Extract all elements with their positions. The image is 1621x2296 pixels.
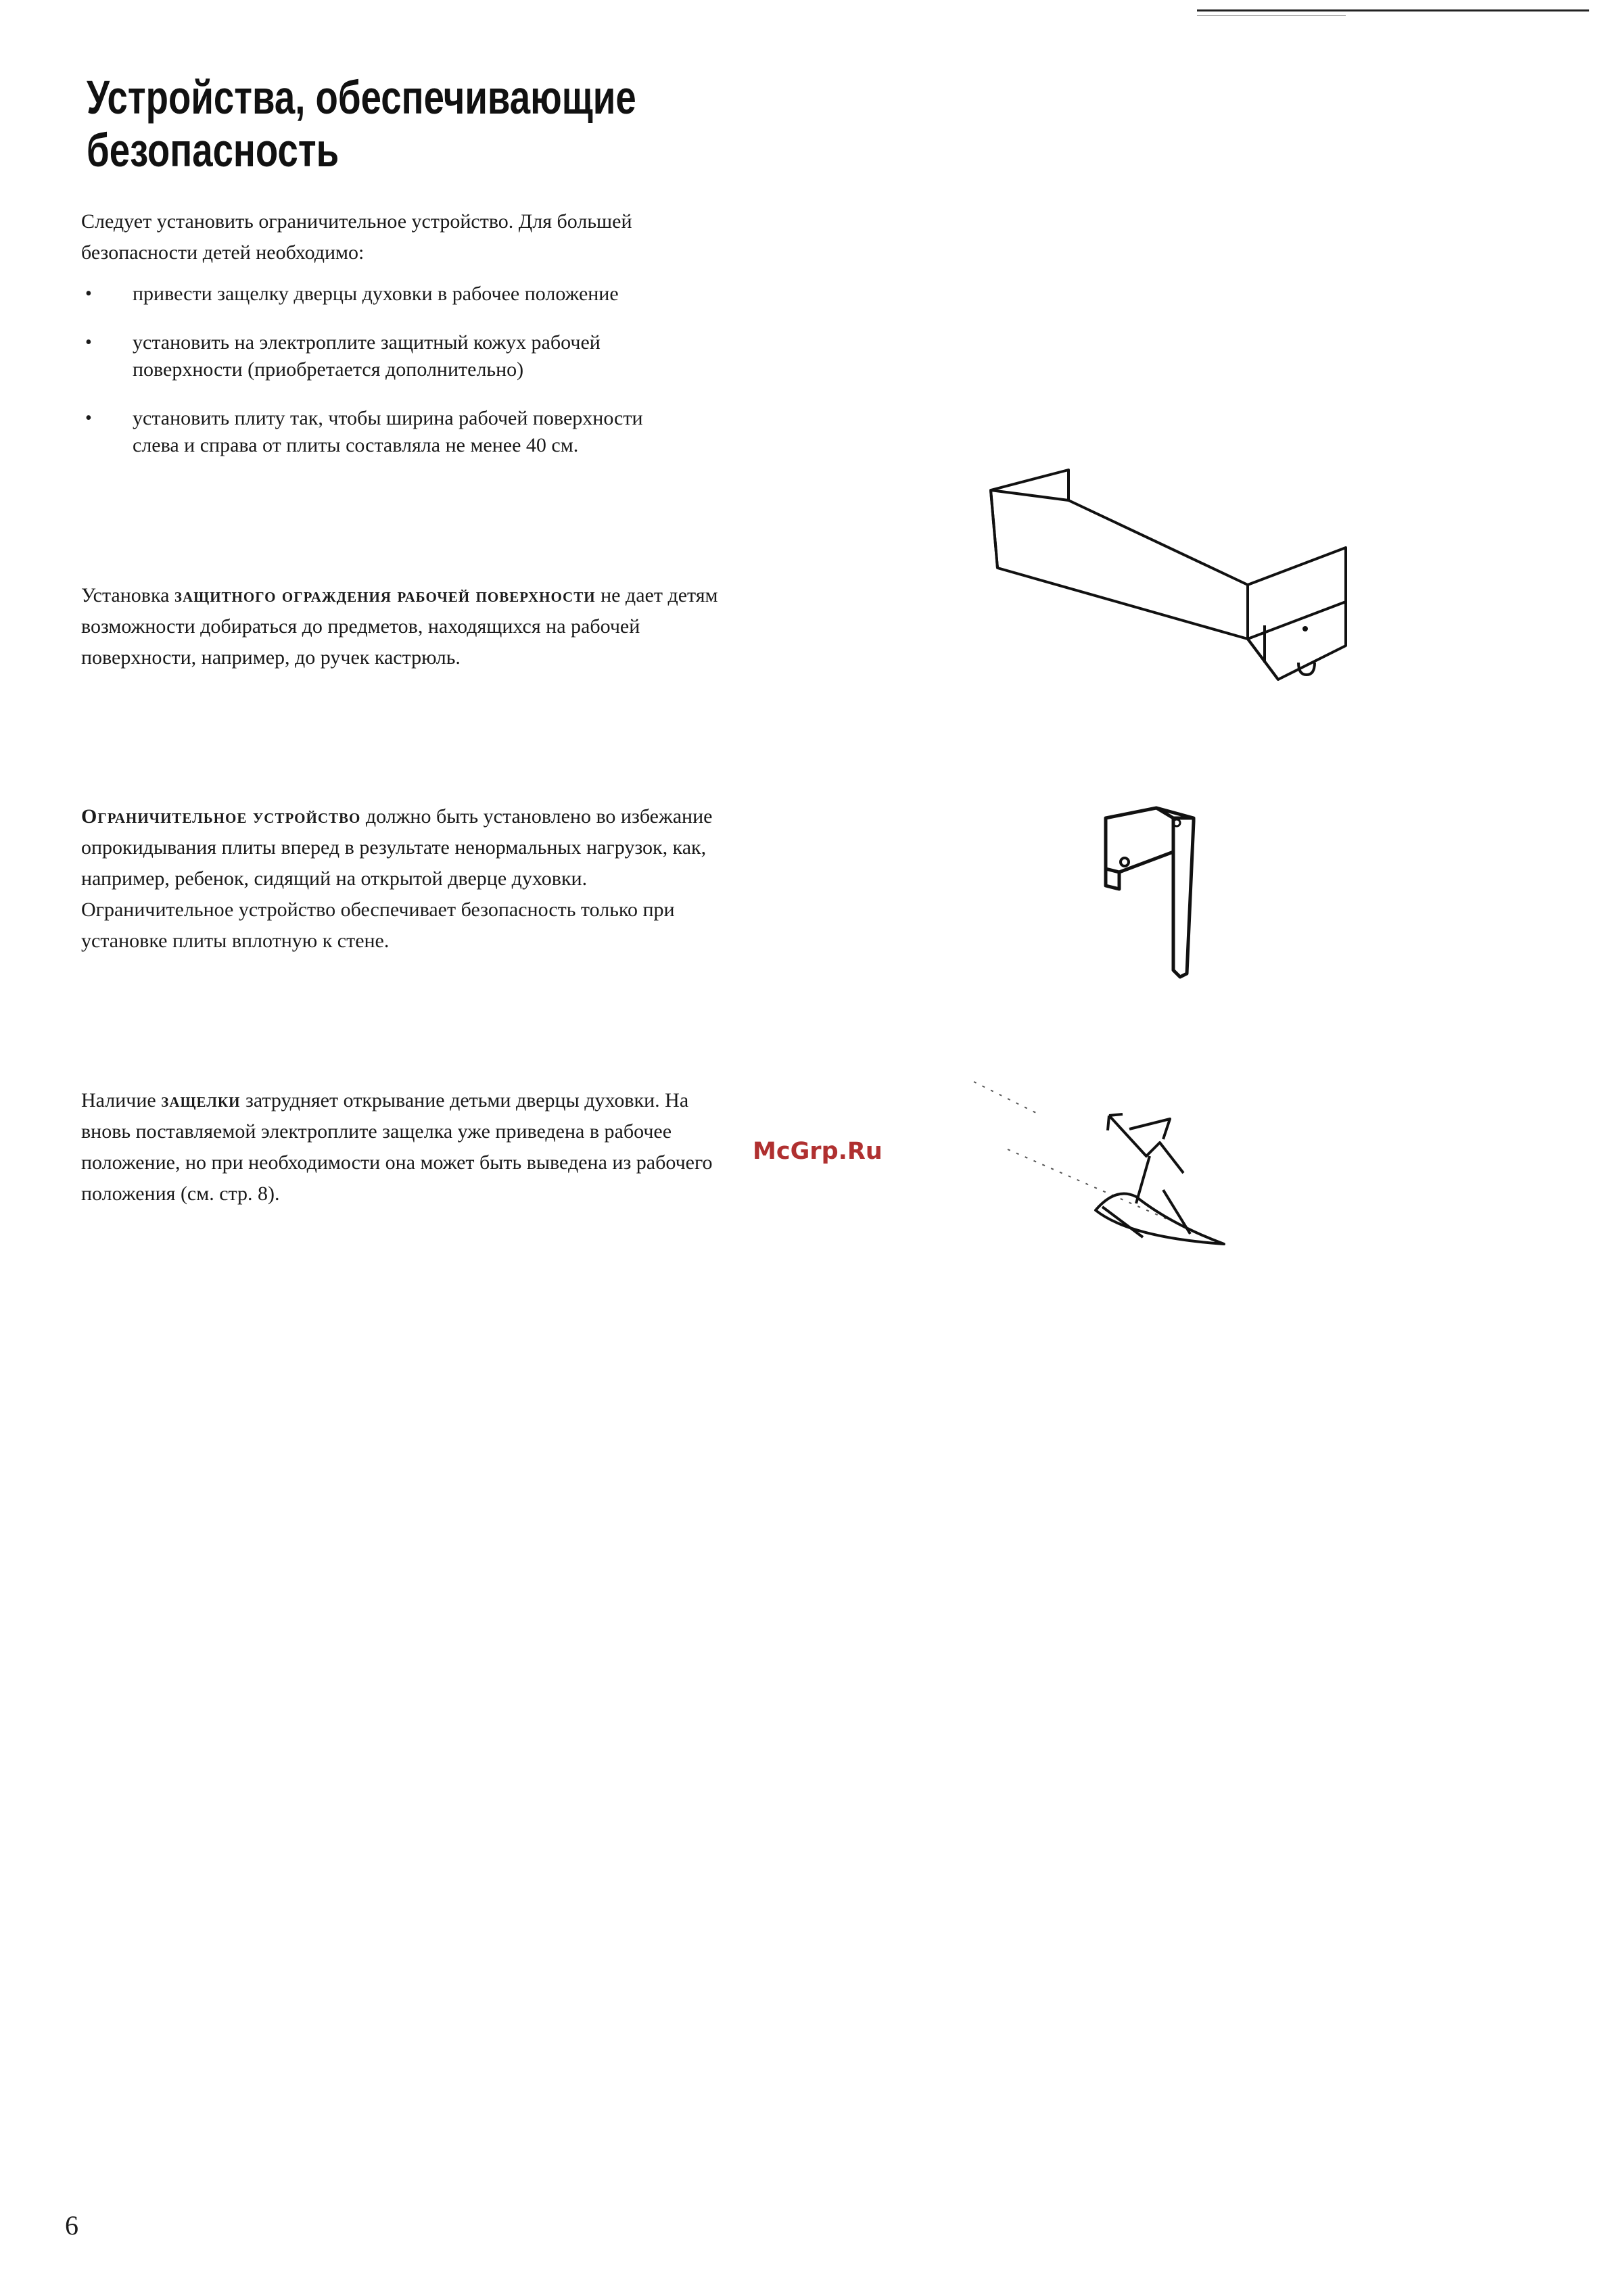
guard-illustration xyxy=(981,460,1359,690)
stopper-term: Ограничительное устройство xyxy=(81,805,361,828)
guard-lead: Установка xyxy=(81,584,170,606)
top-rule-thin xyxy=(1197,15,1346,16)
guard-paragraph xyxy=(81,580,730,673)
page-number: 6 xyxy=(65,2210,78,2241)
bullet-icon: • xyxy=(85,408,92,429)
screw-hole-icon xyxy=(1173,819,1180,826)
title-line-1: Устройства, обеспечивающие xyxy=(87,71,636,124)
guard-term: защитного ограждения рабочей поверхности xyxy=(174,584,596,606)
bullet-icon: • xyxy=(85,332,92,353)
bullet-text: установить на электроплите защитный кожух рабочей поверхности (приобретается дополнительно) xyxy=(133,331,601,381)
hole-icon xyxy=(1302,626,1308,631)
latch-illustration xyxy=(967,1068,1238,1258)
guard-rest: не дает детям возможности добираться до предметов, находящихся на рабочей поверхности, например, до ручек кастрюль. xyxy=(81,584,718,669)
stopper-illustration xyxy=(1092,805,1207,987)
latch-rest: затрудняет открывание детьми дверцы духовки. На вновь поставляемой электроплите защелка уже приведена в рабочее положение, но при необходимости она может быть выведена из рабочего положения (см. стр. 8). xyxy=(81,1089,713,1205)
page-title xyxy=(87,71,636,176)
title-line-2: безопасность xyxy=(87,124,339,176)
watermark: McGrp.Ru xyxy=(753,1138,883,1165)
list-item xyxy=(81,329,690,383)
top-rule xyxy=(1197,9,1589,11)
latch-paragraph xyxy=(81,1085,730,1210)
bullet-text: установить плиту так, чтобы ширина рабочей поверхности слева и справа от плиты составляла не менее 40 см. xyxy=(133,407,643,456)
bullet-list xyxy=(81,281,690,481)
latch-term: защелки xyxy=(161,1089,241,1111)
screw-hole-icon xyxy=(1121,858,1129,866)
bullet-icon: • xyxy=(85,283,92,304)
intro-paragraph xyxy=(81,206,730,268)
bullet-text: привести защелку дверцы духовки в рабочее положение xyxy=(133,283,619,305)
intro-text: Следует установить ограничительное устройство. Для большей безопасности детей необходимо: xyxy=(81,210,632,264)
latch-lead: Наличие xyxy=(81,1089,156,1111)
list-item xyxy=(81,405,690,459)
list-item xyxy=(81,281,690,308)
stopper-paragraph xyxy=(81,801,730,957)
stopper-rest: должно быть установлено во избежание опрокидывания плиты вперед в результате ненормальных нагрузок, как, например, ребенок, сидящий на открытой дверце духовки. Ограничительное устройство обеспечивает безопасность только при установке плиты вплотную к стене. xyxy=(81,805,713,952)
